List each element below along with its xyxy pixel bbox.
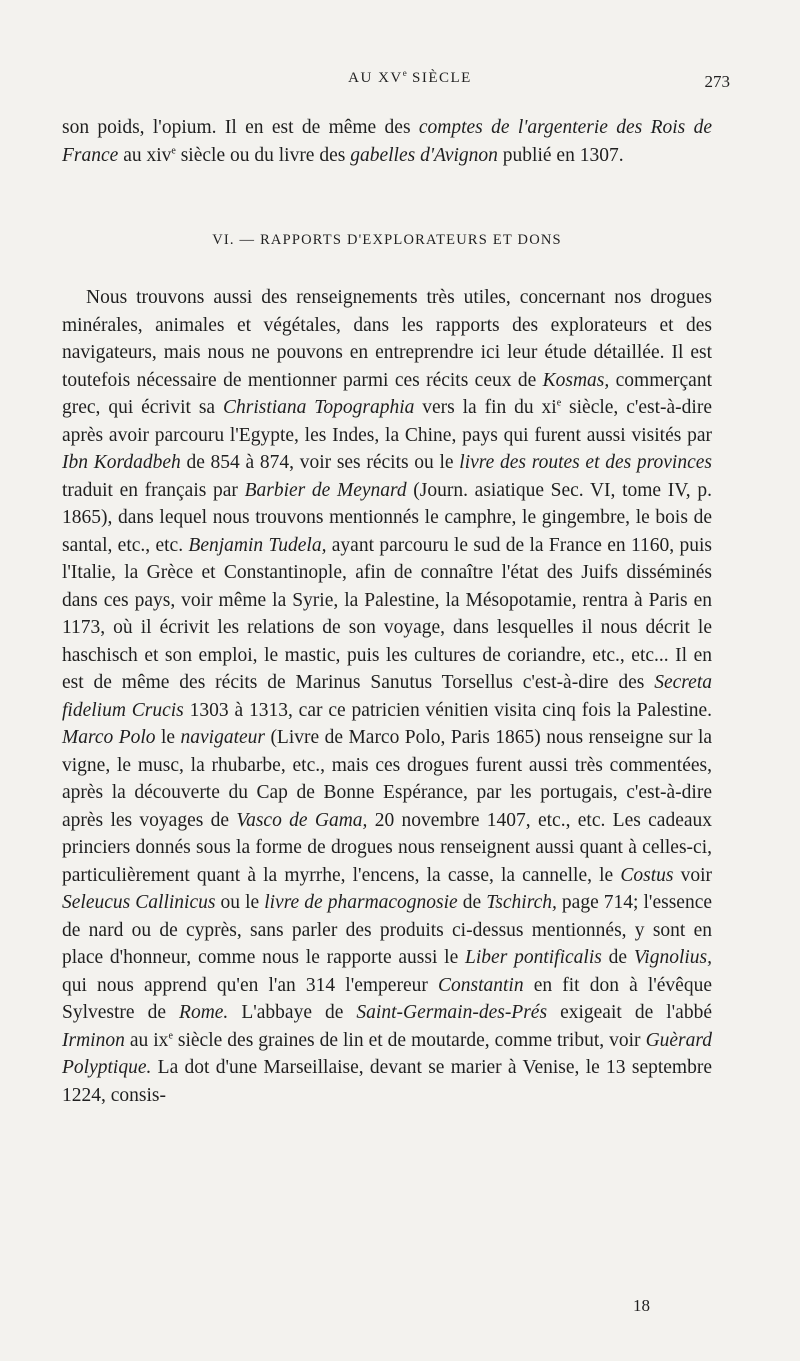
italic-title: Christiana Topographia <box>222 397 415 418</box>
intro-text-segment: son poids, l'opium. Il en est de même des <box>62 117 419 138</box>
italic-name: Vasco de Gama, <box>236 809 368 831</box>
body-text-segment: vers la fin du <box>414 397 542 418</box>
section-heading: VI. — RAPPORTS D'EXPLORATEURS ET DONS <box>212 232 562 248</box>
running-title-tail: SIÈCLE <box>406 70 472 86</box>
century-numeral: xi <box>541 397 557 418</box>
body-text-segment: en fit don à l'évêque Sylvestre de <box>62 974 712 1023</box>
body-text-segment: Nous trouvons aussi des renseignements très utiles, concernant nos drogues minérales, animales et végétales, dans les rapports des explorateurs et des navigateurs, mais nous ne pouvons en entreprendre ici leur étude détaillée. Il est toutefois nécessaire de mentionner parmi ces récits ceux de <box>62 287 712 391</box>
body-text-segment: exigeait de l'abbé <box>547 1002 712 1023</box>
intro-text-segment: au <box>118 144 147 166</box>
page-number: 273 <box>704 72 730 91</box>
italic-name: Irminon <box>62 1029 125 1051</box>
italic-title: livre des routes et des provinces <box>459 452 712 473</box>
body-paragraph <box>62 284 712 1109</box>
intro-italic-title: comptes de l'argenterie des Rois de France <box>62 117 712 166</box>
italic-word: navigateur <box>180 727 265 748</box>
body-text-segment: ayant parcouru le sud de la France en 1160, puis l'Italie, la Grèce et Constantinople, afin de connaître l'état des Juifs disséminés dans ces pays, voir même la Syrie, la Palestine, la Mésopotamie, rentra à Paris en 1173, où il écrivit les relations de son voyage, dans lesquelles il nous décrit le haschisch et son emploi, le mastic, puis les cultures de coriandre, etc., etc... Il en est de même des récits de Marinus Sanutus Torsellus c'est-à-dire des <box>62 534 712 693</box>
body-text-segment: (Journ. asiatique Sec. VI, tome IV, p. 1865), dans lequel nous trouvons mentionnés le camphre, le gingembre, le bois de santal, etc., etc. <box>62 479 712 556</box>
body-text-segment: qui nous apprend qu'en l'an 314 l'empereur <box>62 974 438 996</box>
italic-title: Secreta fidelium Crucis <box>62 672 712 721</box>
italic-name: Tschirch, <box>486 892 557 913</box>
body-text-segment: de <box>601 947 634 968</box>
body-text-segment: au <box>124 1029 154 1051</box>
body-text-segment: page 714; l'essence de nard ou de cyprès, sans parler des produits ci-dessus mentionnés, y sont en place d'honneur, comme nous le rapporte aussi le <box>62 892 712 968</box>
body-text-segment: 1303 à 1313, car ce patricien vénitien visita cinq fois la Palestine. <box>183 699 712 721</box>
body-text-segment: siècle des graines de lin et de moutarde, comme tribut, voir <box>172 1029 646 1051</box>
italic-name: Marco Polo <box>62 727 156 748</box>
running-title <box>60 70 760 87</box>
body-text-segment: L'abbaye de <box>228 1002 357 1023</box>
italic-name: Constantin <box>437 974 524 996</box>
intro-italic-title: gabelles d'Avignon <box>350 144 498 166</box>
signature-mark: 18 <box>633 1296 650 1315</box>
body-text-segment: de <box>457 892 487 913</box>
italic-name: Kosmas, <box>542 369 610 391</box>
italic-name: Saint-Germain-des-Prés <box>356 1002 548 1023</box>
italic-title: Guèrard Polyptique. <box>62 1029 713 1078</box>
intro-paragraph <box>62 114 712 169</box>
body-text-segment: 20 novembre 1407, etc., etc. Les cadeaux princiers donnés sous la forme de drogues nous renseignent aussi quant à celles-ci, particulièrement quant à la myrrhe, l'encens, la casse, la cannelle, le <box>62 809 713 886</box>
italic-name: Barbier de Meynard <box>244 479 407 501</box>
italic-word: Costus <box>620 864 674 886</box>
body-text-segment: ou le <box>215 892 265 913</box>
italic-name: Vignolius, <box>633 947 712 968</box>
italic-title: Liber pontificalis <box>465 947 602 968</box>
century-superscript: e <box>168 1030 173 1041</box>
running-title-main: AU XV <box>348 70 403 86</box>
body-text-segment: (Livre de Marco Polo, Paris 1865) nous renseigne sur la vigne, le musc, la rhubarbe, etc., mais ces drogues furent aussi très commentées, après la découverte du Cap de Bonne Espérance, par les portugais, c'est-à-dire après les voyages de <box>62 727 713 831</box>
italic-name: Benjamin Tudela, <box>188 534 327 556</box>
italic-name: Seleucus Callinicus <box>62 892 216 913</box>
body-text-segment: de 854 à 874, voir ses récits ou le <box>180 452 460 473</box>
italic-name: Rome. <box>179 1002 229 1023</box>
italic-title: livre de pharmacognosie <box>264 892 458 913</box>
italic-name: Ibn Kordadbeh <box>62 452 181 473</box>
century-numeral: xiv <box>146 144 172 166</box>
century-superscript: e <box>556 397 562 409</box>
body-text-segment: voir <box>673 864 712 886</box>
intro-text <box>62 114 712 169</box>
body-text-segment: traduit en français par <box>62 479 245 501</box>
body-text-segment: siècle, c'est-à-dire après avoir parcouru l'Egypte, les Indes, la Chine, pays qui furent aussi visités par <box>62 397 712 446</box>
body-text-segment: La dot d'une Marseillaise, devant se marier à Venise, le 13 septembre 1224, consis- <box>62 1057 712 1106</box>
intro-text-segment: publié en 1307. <box>497 144 624 166</box>
body-text-segment: le <box>155 727 181 748</box>
century-numeral: ix <box>153 1029 169 1051</box>
running-title-superscript: e <box>402 68 407 78</box>
body-text <box>62 284 712 1109</box>
century-superscript: e <box>171 145 176 156</box>
running-header <box>60 70 760 94</box>
intro-text-segment: siècle ou du livre des <box>175 144 351 166</box>
body-text-segment: commerçant grec, qui écrivit sa <box>62 369 712 418</box>
